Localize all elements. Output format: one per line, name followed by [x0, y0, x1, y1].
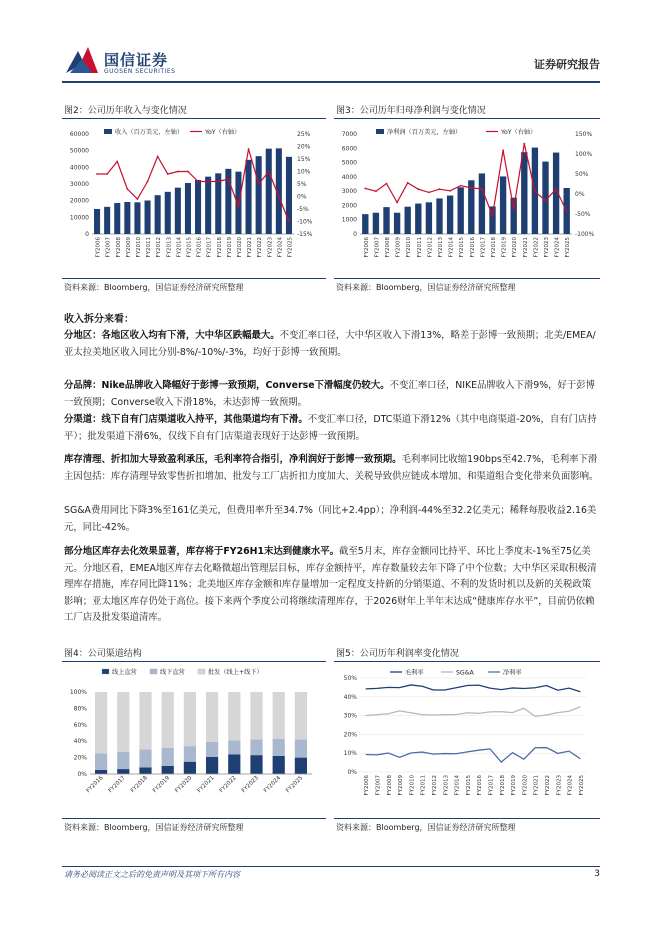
fig4-segment-1 — [273, 739, 285, 756]
fig3-source-rule — [334, 278, 600, 279]
fig5-line-2 — [366, 748, 581, 762]
fig4-title: 图4：公司渠道结构 — [64, 649, 142, 659]
fig4-segment-1 — [295, 740, 307, 758]
fig2-bar — [235, 172, 241, 234]
fig4-x-tick-label: FY2022 — [218, 775, 238, 795]
fig3-left-tick-label: 5000 — [341, 159, 357, 167]
fig2-right-tick-label: 25% — [297, 131, 311, 138]
fig2-bar — [266, 149, 272, 234]
fig2-x-tick-label: FY2019 — [226, 237, 233, 258]
fig5-y-tick-label: 20% — [343, 731, 357, 739]
fig2-yoy-point — [258, 183, 260, 185]
fig4-x-tick-label: FY2023 — [240, 775, 260, 795]
fig4-segment-2 — [295, 692, 307, 740]
fig5-x-tick-label: FY2022 — [544, 775, 551, 796]
fig4-legend-swatch — [150, 669, 157, 674]
fig3-bar — [405, 207, 411, 234]
fig3-yoy-point — [566, 211, 568, 213]
fig5-x-tick-label: FY2011 — [420, 775, 427, 796]
fig4-segment-1 — [228, 740, 240, 754]
fig2-yoy-point — [227, 178, 229, 180]
fig2-x-tick-label: FY2007 — [105, 237, 112, 258]
fig2-left-tick-label: 60000 — [69, 131, 89, 138]
fig3-bar — [373, 213, 379, 234]
fig2-right-tick-label: -5% — [297, 206, 309, 213]
fig3-left-tick-label: 3000 — [341, 188, 357, 196]
fig3-x-tick-label: FY2013 — [438, 237, 444, 258]
fig4-segment-1 — [117, 752, 129, 769]
paragraph-text: 不变汇率口径，大中华区收入下滑13%，略差于彭博一致预期；北美/EMEA/亚太拉美地区收入同比分别-8%/-10%/-3%，均好于彭博一致预期。 — [64, 330, 596, 358]
fig2-bar — [256, 156, 262, 234]
fig3-bar — [479, 173, 485, 234]
fig2-right-tick-label: -10% — [297, 218, 313, 226]
fig4-x-tick-label: FY2017 — [107, 775, 127, 795]
fig2-x-tick-label: FY2009 — [125, 237, 132, 258]
fig5-title: 图5：公司历年利润率变化情况 — [336, 649, 459, 659]
paragraph-text: 毛利率同比收缩190bps至42.7%，毛利率下滑主因包括：库存清理导致零售折扣增加、批发与工厂店折扣力度加大、关税导致供应链成本增加、和渠道组合变化带来负面影响。 — [64, 454, 599, 482]
logo-mark-icon — [64, 45, 100, 75]
fig3-x-tick-label: FY2020 — [512, 237, 519, 258]
fig2-source: 资料来源：Bloomberg，国信证券经济研究所整理 — [64, 283, 244, 292]
fig4-segment-2 — [162, 692, 174, 748]
fig3-yoy-point — [439, 188, 441, 190]
fig3-bar — [521, 152, 527, 234]
fig3-yoy-point — [386, 183, 388, 185]
fig3-yoy-point — [502, 150, 504, 152]
fig3-bar — [394, 213, 400, 234]
fig2-title: 图2：公司历年收入与变化情况 — [64, 106, 187, 116]
fig3-legend-label-line: YoY（右轴） — [501, 129, 537, 136]
fig3-x-tick-label: FY2024 — [554, 237, 561, 258]
fig4-segment-2 — [139, 692, 151, 749]
fig2-x-tick-label: FY2014 — [176, 237, 183, 258]
fig5-y-tick-label: 50% — [343, 675, 357, 682]
fig2-left-tick-label: 30000 — [69, 181, 89, 188]
paragraph-region — [64, 328, 600, 361]
fig4-legend-swatch — [102, 669, 109, 674]
fig4-legend-label: 线下直营 — [160, 669, 185, 676]
fig2-left-tick-label: 0 — [85, 231, 89, 238]
fig5-x-tick-label: FY2012 — [431, 775, 438, 796]
fig2-yoy-point — [238, 206, 240, 208]
fig2-x-tick-label: FY2024 — [277, 237, 284, 258]
fig4-x-tick-label: FY2024 — [263, 775, 283, 795]
fig3-x-tick-label: FY2016 — [469, 237, 476, 258]
fig3-legend-label-bar: 净利润（百万美元，左轴） — [387, 129, 462, 136]
fig3-x-tick-label: FY2010 — [406, 237, 413, 258]
logo-name-cn: 国信证券 — [104, 51, 169, 69]
fig3-x-tick-label: FY2025 — [565, 237, 572, 258]
fig2-x-tick-label: FY2015 — [186, 237, 193, 258]
fig3-yoy-point — [407, 182, 409, 184]
fig5-x-tick-label: FY2007 — [375, 775, 382, 796]
fig2-right-tick-label: 10% — [297, 168, 311, 176]
fig2-bar — [195, 180, 201, 234]
fig2-x-tick-label: FY2010 — [135, 237, 142, 258]
fig5-x-tick-label: FY2013 — [443, 775, 450, 796]
fig2-yoy-point — [207, 181, 209, 183]
fig2-yoy-point — [177, 171, 179, 173]
fig3-legend-swatch-bar — [376, 129, 384, 134]
fig2-x-tick-label: FY2021 — [247, 237, 254, 258]
fig3-left-tick-label: 7000 — [341, 131, 357, 138]
fig3-x-tick-label: FY2009 — [395, 237, 402, 258]
fig3-title: 图3：公司历年归母净利润与变化情况 — [336, 106, 486, 116]
fig2-left-tick-label: 10000 — [69, 214, 89, 222]
fig5-y-tick-label: 30% — [343, 712, 357, 720]
fig3-right-tick-label: 50% — [575, 171, 589, 178]
fig4-segment-0 — [184, 762, 196, 774]
fig3-right-tick-label: -50% — [575, 211, 591, 218]
fig2-left-tick-label: 40000 — [69, 164, 89, 172]
fig4-segment-0 — [228, 754, 240, 774]
paragraph-lead: 库存清理、折扣加大导致盈利承压，毛利率符合指引，净利润好于彭博一致预期。 — [64, 454, 402, 465]
fig4-segment-0 — [250, 755, 262, 774]
fig4-legend-label: 线上直营 — [112, 669, 137, 676]
fig2-right-tick-label: -15% — [297, 231, 313, 238]
fig2-x-tick-label: FY2011 — [146, 237, 153, 258]
fig4-y-tick-label: 100% — [69, 689, 87, 696]
fig3-yoy-point — [555, 188, 557, 190]
fig2-right-tick-label: 5% — [297, 181, 307, 188]
fig3-bar — [362, 214, 368, 234]
paragraph-lead: 部分地区库存去化效果显著，库存将于FY26H1末达到健康水平。 — [64, 546, 339, 557]
fig3-yoy-point — [417, 188, 419, 190]
fig3-yoy-point — [523, 143, 525, 145]
fig5-x-tick-label: FY2010 — [409, 775, 416, 796]
fig2-legend-label-bar: 收入（百万美元，左轴） — [115, 129, 184, 136]
fig3-x-tick-label: FY2008 — [385, 237, 391, 258]
fig3-left-tick-label: 0 — [353, 231, 357, 238]
fig3-left-tick-label: 2000 — [341, 202, 357, 210]
fig3-bar — [511, 198, 517, 234]
fig5-chart — [334, 664, 600, 814]
fig5-legend-label: 毛利率 — [405, 669, 424, 677]
fig2-yoy-point — [197, 181, 199, 183]
fig4-segment-2 — [184, 692, 196, 746]
fig3-x-tick-label: FY2007 — [374, 237, 381, 258]
fig4-y-tick-label: 20% — [73, 754, 87, 762]
paragraph-lead: 分地区：各地区收入均有下滑，大中华区跌幅最大。 — [64, 330, 280, 341]
fig4-segment-2 — [228, 692, 240, 740]
fig3-yoy-point — [534, 191, 536, 193]
fig3-x-tick-label: FY2023 — [544, 237, 550, 258]
fig2-bar — [215, 173, 221, 234]
fig4-segment-0 — [162, 766, 174, 774]
fig2-x-tick-label: FY2017 — [206, 237, 213, 258]
fig4-x-tick-label: FY2025 — [285, 775, 305, 795]
fig2-yoy-point — [116, 161, 118, 163]
fig4-segment-1 — [162, 748, 174, 766]
footer-disclaimer: 请务必阅读正文之后的免责声明及其项下所有内容 — [64, 870, 240, 879]
fig2-bar — [185, 183, 191, 234]
fig4-segment-0 — [139, 767, 151, 774]
header-divider — [62, 81, 600, 83]
fig4-segment-1 — [139, 749, 151, 767]
fig3-yoy-point — [460, 185, 462, 187]
fig2-bar — [286, 157, 292, 234]
fig3-x-tick-label: FY2021 — [522, 237, 529, 258]
page-number: 3 — [594, 869, 600, 879]
fig3-bar — [436, 198, 442, 234]
fig4-y-tick-label: 60% — [73, 721, 87, 729]
fig2-bar — [175, 188, 181, 234]
fig2-bar — [104, 207, 110, 234]
paragraph-text: 不变汇率口径，DTC渠道下滑12%（其中电商渠道-20%，自有门店持平）；批发渠道下滑6%，仅线下自有门店渠道表现好于达彭博一致预期。 — [64, 414, 597, 442]
fig2-right-tick-label: 0% — [297, 193, 307, 201]
fig3-yoy-point — [545, 200, 547, 202]
fig4-segment-0 — [295, 758, 307, 774]
fig5-y-tick-label: 40% — [343, 693, 357, 701]
fig4-chart — [62, 664, 328, 814]
fig2-yoy-point — [187, 171, 189, 173]
fig4-source-rule — [62, 818, 326, 819]
fig3-yoy-point — [364, 188, 366, 190]
paragraph-text: 截至5月末，库存金额同比持平、环比上季度末-1%至75亿美元。分地区看，EMEA地区库存去化略微超出管理层目标，库存金额持平，库存数量较去年下降了中个位数；大中华区采取积极清理库存措施，库存同比降11%；北美地区库存金额和库存量增加一定程度支持新的分销渠道、不利的发货时机以及新的关税政策影响；亚太地区库存仍处于高位。接下来两个季度公司将继续清理库存，于2026财年上半年末达成“健康库存水平”，目前仍依赖工厂店及批发渠道清库。 — [64, 546, 597, 623]
fig2-yoy-point — [248, 148, 250, 150]
fig3-yoy-point — [396, 202, 398, 204]
fig4-y-tick-label: 80% — [73, 705, 87, 713]
fig5-line-1 — [366, 707, 581, 717]
fig4-source: 资料来源：Bloomberg，国信证券经济研究所整理 — [64, 823, 244, 832]
fig3-yoy-point — [449, 190, 451, 192]
fig2-bar — [205, 177, 211, 234]
fig3-x-tick-label: FY2011 — [416, 237, 423, 258]
fig3-x-tick-label: FY2014 — [448, 237, 455, 258]
fig2-x-tick-label: FY2022 — [257, 237, 264, 258]
fig5-x-tick-label: FY2006 — [364, 775, 371, 796]
fig4-legend-swatch — [198, 669, 205, 674]
fig2-bar — [114, 203, 120, 234]
fig3-right-tick-label: 0% — [575, 191, 585, 198]
paragraph-lead: 分渠道：线下自有门店渠道收入持平，其他渠道均有下滑。 — [64, 414, 308, 425]
fig3-left-tick-label: 4000 — [341, 173, 357, 181]
fig3-yoy-point — [470, 187, 472, 189]
fig2-bar — [145, 201, 151, 235]
fig2-left-tick-label: 20000 — [69, 197, 89, 205]
section-title: 收入拆分来看： — [64, 314, 134, 325]
fig5-y-tick-label: 10% — [343, 750, 357, 758]
fig2-x-tick-label: FY2020 — [236, 237, 243, 258]
fig4-segment-1 — [250, 740, 262, 756]
fig2-x-tick-label: FY2008 — [115, 237, 122, 258]
fig4-segment-2 — [250, 692, 262, 740]
paragraph-text: 不变汇率口径，NIKE品牌收入下滑9%，好于彭博一致预期；Converse收入下滑18%，未达彭博一致预期。 — [64, 380, 596, 408]
fig5-y-tick-label: 0% — [347, 769, 357, 776]
fig5-x-tick-label: FY2023 — [556, 775, 563, 796]
footer-divider — [62, 866, 600, 867]
fig2-legend-swatch-bar — [104, 129, 112, 134]
fig3-x-tick-label: FY2018 — [491, 237, 497, 258]
fig3-bar — [447, 196, 453, 234]
fig4-y-tick-label: 0% — [77, 771, 87, 778]
fig2-x-tick-label: FY2016 — [196, 237, 203, 258]
fig2-yoy-point — [147, 181, 149, 183]
report-type-label: 证券研究报告 — [534, 58, 600, 71]
fig5-line-0 — [366, 685, 581, 692]
fig3-right-tick-label: 100% — [575, 151, 593, 158]
fig5-x-tick-label: FY2018 — [499, 775, 506, 796]
fig4-x-tick-label: FY2018 — [129, 775, 149, 795]
fig2-yoy-point — [268, 171, 270, 173]
fig4-segment-1 — [206, 742, 218, 757]
fig2-source-rule — [62, 278, 326, 279]
fig3-yoy-point — [492, 215, 494, 217]
fig4-title-rule — [62, 661, 326, 662]
fig2-yoy-point — [288, 221, 290, 223]
fig4-segment-0 — [117, 769, 129, 774]
fig4-segment-2 — [117, 692, 129, 752]
fig2-yoy-point — [157, 156, 159, 158]
fig2-right-tick-label: 15% — [297, 156, 311, 163]
fig2-yoy-point — [96, 173, 98, 175]
fig2-left-tick-label: 50000 — [69, 147, 89, 155]
fig5-x-tick-label: FY2016 — [477, 775, 484, 796]
fig4-x-tick-label: FY2019 — [152, 775, 172, 795]
fig3-x-tick-label: FY2006 — [363, 237, 370, 258]
fig2-bar — [94, 209, 100, 234]
paragraph-sga — [64, 503, 600, 536]
fig4-y-tick-label: 40% — [73, 738, 87, 746]
paragraph-inventory — [64, 544, 600, 627]
fig2-legend-label-line: YoY（右轴） — [205, 129, 241, 136]
fig2-x-tick-label: FY2006 — [95, 237, 102, 258]
fig2-x-tick-label: FY2023 — [267, 237, 274, 258]
fig4-segment-1 — [95, 754, 107, 770]
fig3-source: 资料来源：Bloomberg，国信证券经济研究所整理 — [336, 283, 516, 292]
fig3-bar — [415, 204, 421, 234]
paragraph-channel — [64, 412, 600, 445]
fig4-segment-2 — [273, 692, 285, 739]
fig5-legend-label: SG&A — [456, 669, 474, 677]
fig4-segment-2 — [206, 692, 218, 742]
fig4-x-tick-label: FY2016 — [85, 775, 105, 795]
fig5-x-tick-label: FY2025 — [578, 775, 585, 796]
fig3-bar — [500, 176, 506, 234]
fig3-yoy-point — [428, 192, 430, 194]
fig3-x-tick-label: FY2019 — [501, 237, 508, 258]
fig2-yoy-point — [167, 173, 169, 175]
fig5-source: 资料来源：Bloomberg，国信证券经济研究所整理 — [336, 823, 516, 832]
fig5-x-tick-label: FY2019 — [511, 775, 518, 796]
fig2-yoy-point — [137, 198, 139, 200]
fig5-x-tick-label: FY2021 — [533, 775, 540, 796]
fig5-x-tick-label: FY2015 — [465, 775, 472, 796]
fig3-yoy-point — [481, 188, 483, 190]
fig2-title-rule — [62, 118, 326, 119]
fig5-source-rule — [334, 818, 600, 819]
fig3-bar — [426, 202, 432, 234]
fig5-legend-label: 净利率 — [503, 669, 522, 677]
fig2-bar — [165, 192, 171, 234]
fig2-yoy-point — [126, 188, 128, 190]
fig3-yoy-point — [375, 190, 377, 192]
fig2-x-tick-label: FY2012 — [156, 237, 163, 258]
fig4-segment-0 — [206, 757, 218, 774]
fig3-title-rule — [334, 118, 600, 119]
fig2-x-tick-label: FY2013 — [166, 237, 173, 258]
fig5-x-tick-label: FY2008 — [386, 775, 393, 796]
fig2-yoy-point — [278, 196, 280, 198]
fig5-x-tick-label: FY2020 — [522, 775, 529, 796]
fig3-chart — [334, 122, 600, 274]
fig5-x-tick-label: FY2024 — [567, 775, 574, 796]
fig2-bar — [155, 195, 161, 234]
fig5-x-tick-label: FY2014 — [454, 775, 461, 796]
fig2-chart — [62, 122, 328, 274]
fig3-left-tick-label: 1000 — [341, 216, 357, 224]
fig4-segment-0 — [273, 756, 285, 774]
fig3-bar — [458, 187, 464, 234]
fig4-segment-2 — [95, 692, 107, 754]
fig2-yoy-point — [106, 173, 108, 175]
paragraph-text: SG&A费用同比下降3%至161亿美元，但费用率升至34.7%（同比+2.4pp）；净利润-44%至32.2亿美元；稀释每股收益2.16美元，同比-42%。 — [64, 505, 597, 533]
logo-name-en: GUOSEN SECURITIES — [104, 68, 176, 75]
fig2-bar — [124, 202, 130, 234]
fig3-x-tick-label: FY2012 — [427, 237, 434, 258]
fig4-segment-1 — [184, 746, 196, 762]
fig2-yoy-point — [217, 181, 219, 183]
fig5-x-tick-label: FY2017 — [488, 775, 495, 796]
fig2-bar — [246, 160, 252, 234]
fig3-bar — [383, 207, 389, 234]
fig3-right-tick-label: 150% — [575, 131, 593, 138]
fig3-x-tick-label: FY2022 — [533, 237, 540, 258]
fig2-x-tick-label: FY2018 — [216, 237, 223, 258]
fig3-right-tick-label: -100% — [575, 231, 595, 238]
fig2-x-tick-label: FY2025 — [287, 237, 294, 258]
fig3-yoy-point — [513, 208, 515, 210]
fig2-right-tick-label: 20% — [297, 143, 311, 151]
fig5-x-tick-label: FY2009 — [398, 775, 405, 796]
paragraph-margin — [64, 452, 600, 485]
paragraph-lead: 分品牌：Nike品牌收入降幅好于彭博一致预期，Converse下滑幅度仍较大。 — [64, 380, 390, 391]
fig4-x-tick-label: FY2020 — [174, 775, 194, 795]
fig2-bar — [134, 202, 140, 234]
fig3-x-tick-label: FY2017 — [480, 237, 487, 258]
fig5-title-rule — [334, 661, 600, 662]
fig3-left-tick-label: 6000 — [341, 145, 357, 153]
fig4-legend-label: 批发（线上+线下） — [208, 669, 263, 676]
paragraph-brand — [64, 378, 600, 411]
fig4-segment-0 — [95, 770, 107, 774]
fig3-x-tick-label: FY2015 — [459, 237, 466, 258]
fig4-x-tick-label: FY2021 — [196, 775, 216, 795]
